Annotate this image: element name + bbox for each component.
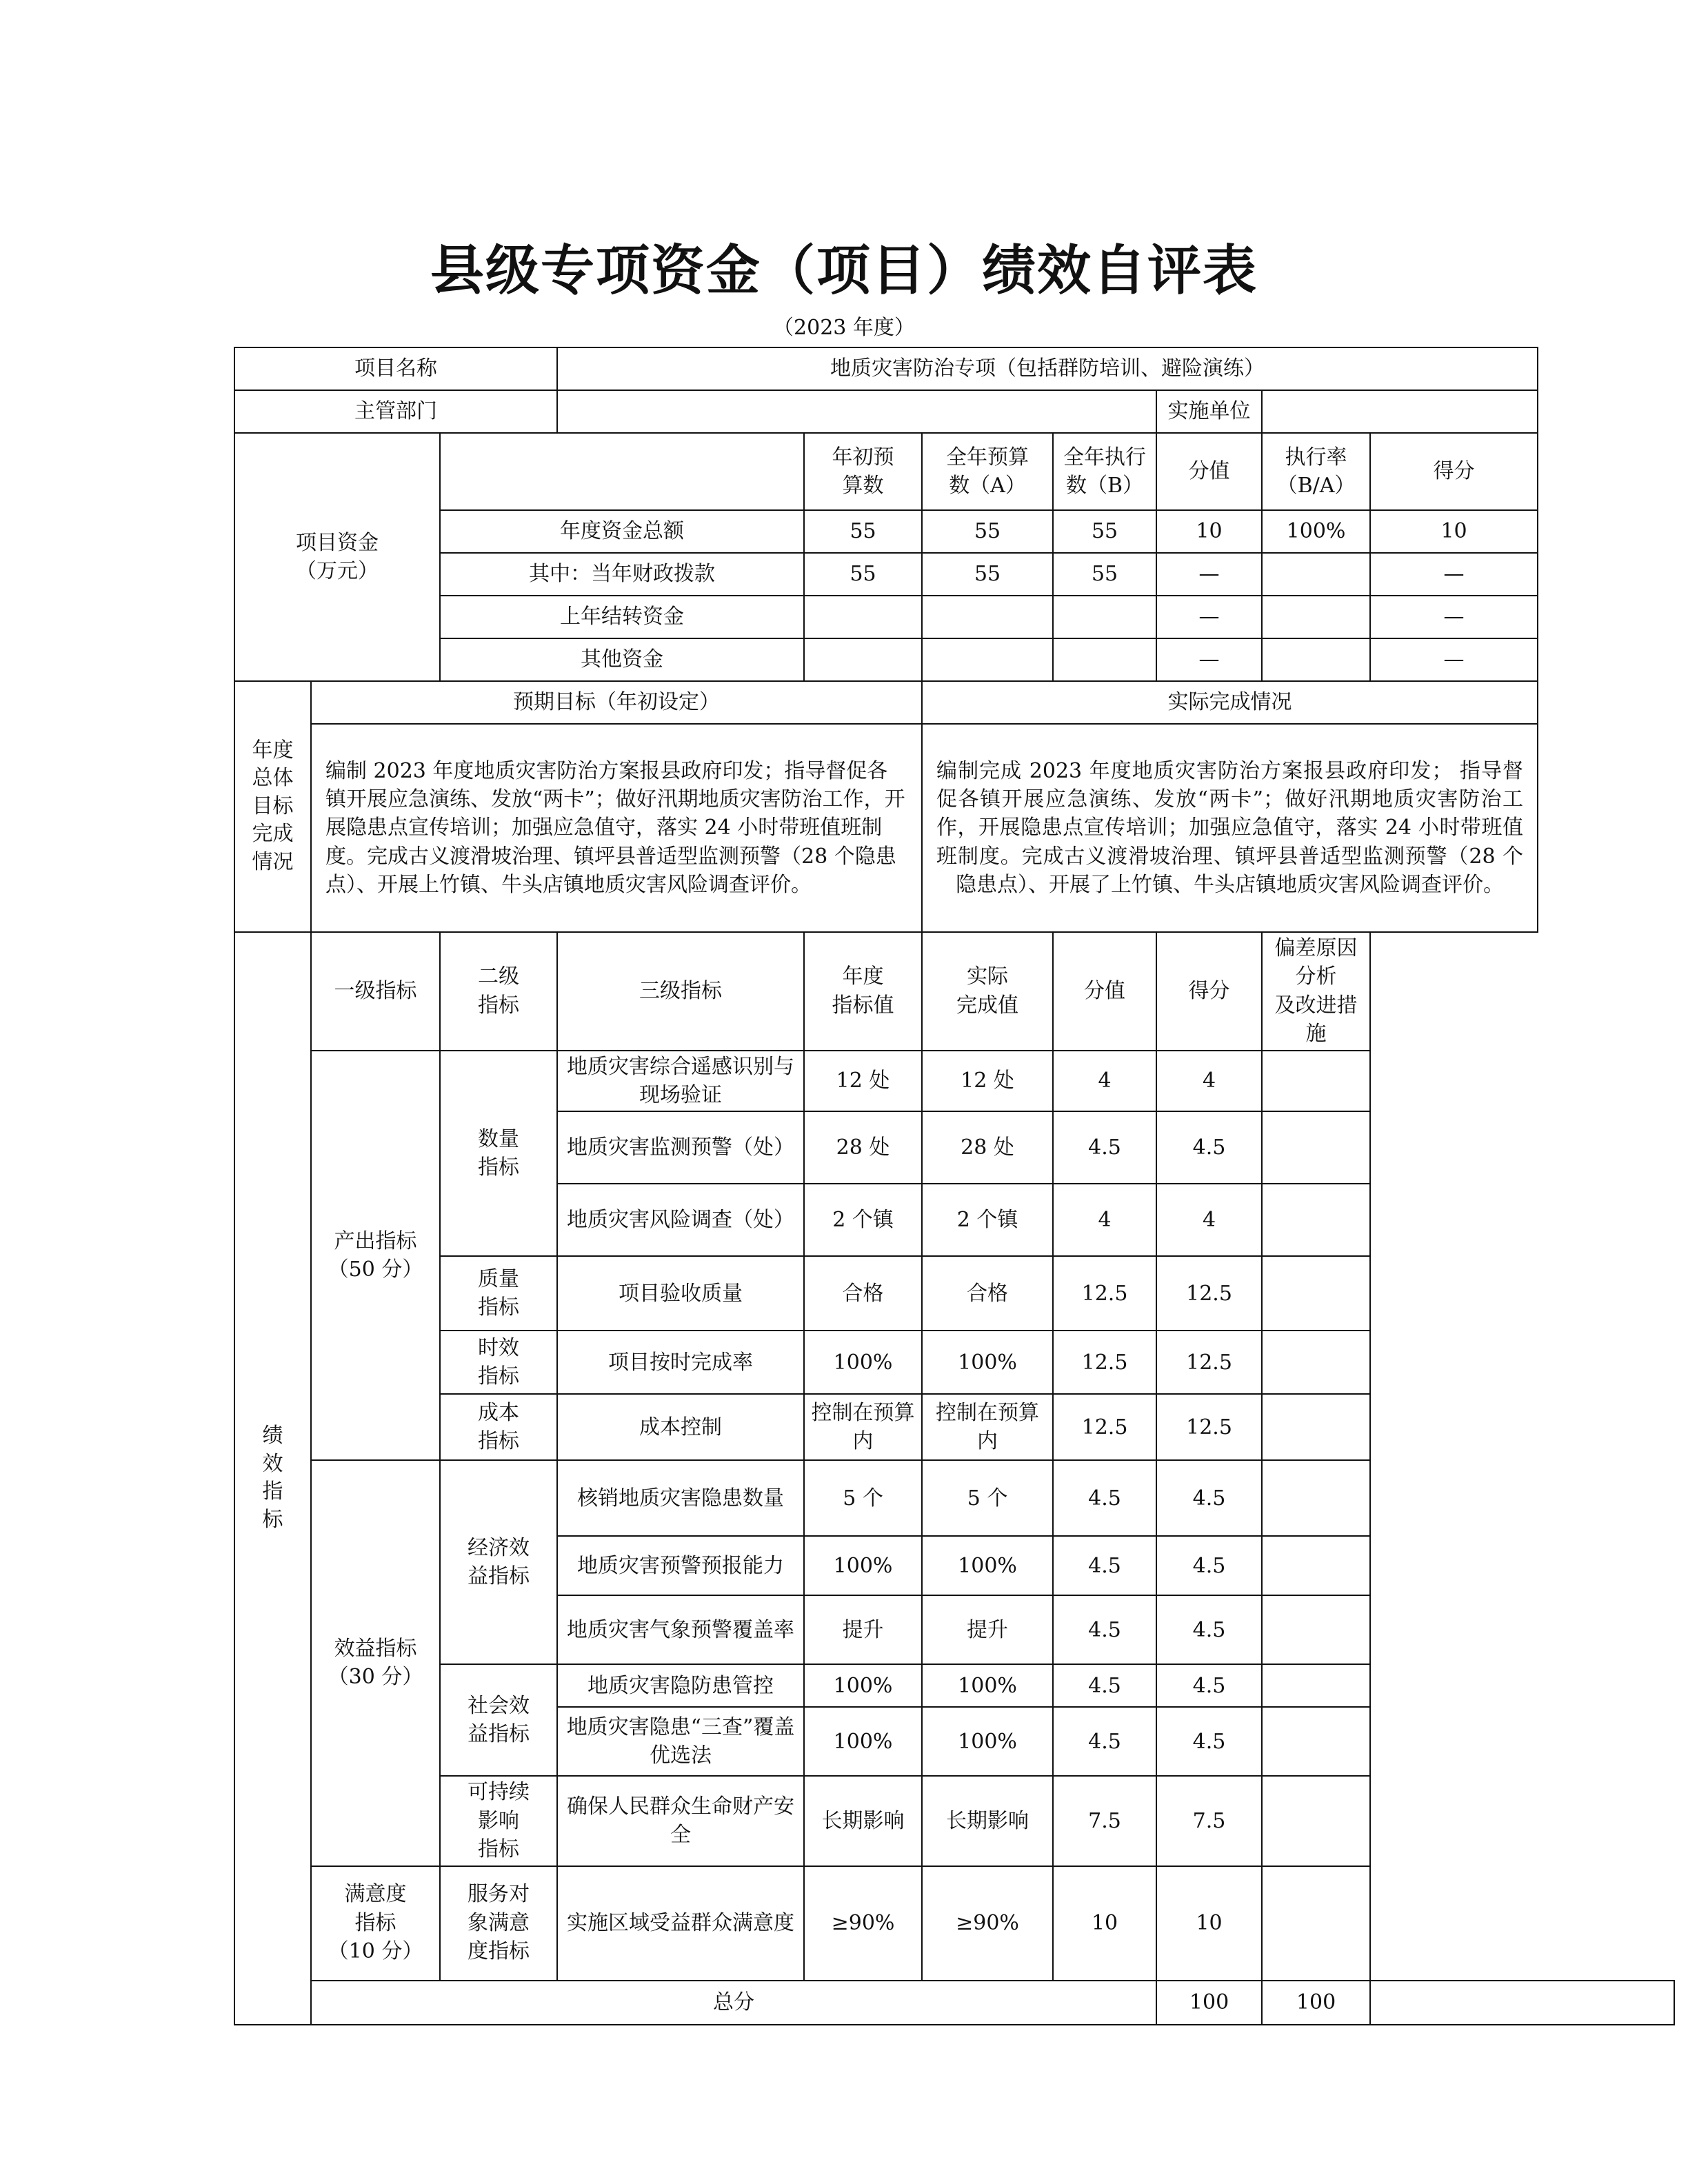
dept-value (557, 390, 1156, 433)
indicator-value: 7.5 (1053, 1776, 1156, 1866)
indicator-actual: 长期影响 (922, 1776, 1053, 1866)
funds-row-initial: 55 (804, 510, 922, 553)
indicator-target: 12 处 (804, 1051, 922, 1112)
header-note: 偏差原因分析 及改进措施 (1262, 932, 1370, 1051)
indicator-value: 4 (1053, 1184, 1156, 1256)
indicator-value: 12.5 (1053, 1394, 1156, 1460)
output-label: 产出指标 （50 分） (311, 1051, 440, 1461)
funds-header-blank (440, 433, 804, 510)
indicator-actual: 5 个 (922, 1460, 1053, 1536)
unit-label: 实施单位 (1156, 390, 1262, 433)
indicator-note (1262, 1664, 1370, 1707)
project-name-label: 项目名称 (234, 347, 557, 390)
indicator-name: 地质灾害监测预警（处） (557, 1111, 804, 1184)
economic-label: 经济效 益指标 (440, 1460, 557, 1664)
indicator-target: 2 个镇 (804, 1184, 922, 1256)
indicator-target: 28 处 (804, 1111, 922, 1184)
indicator-value: 4.5 (1053, 1707, 1156, 1776)
indicator-score: 4.5 (1156, 1536, 1262, 1595)
indicator-note (1262, 1111, 1370, 1184)
indicator-name: 核销地质灾害隐患数量 (557, 1460, 804, 1536)
funds-header-score-value: 分值 (1156, 433, 1262, 510)
indicator-actual: 12 处 (922, 1051, 1053, 1112)
funds-row-score: — (1370, 596, 1538, 638)
cost-label: 成本 指标 (440, 1394, 557, 1460)
indicator-value: 4.5 (1053, 1111, 1156, 1184)
indicator-name: 项目验收质量 (557, 1256, 804, 1331)
indicator-value: 4.5 (1053, 1595, 1156, 1664)
header-score: 得分 (1156, 932, 1262, 1051)
indicator-actual: 2 个镇 (922, 1184, 1053, 1256)
indicator-score: 4.5 (1156, 1460, 1262, 1536)
funds-row-initial (804, 638, 922, 681)
indicator-value: 4.5 (1053, 1460, 1156, 1536)
funds-row-score: 10 (1370, 510, 1538, 553)
indicator-note (1262, 1595, 1370, 1664)
goals-label: 年度 总体 目标 完成 情况 (234, 681, 311, 932)
indicator-score: 4 (1156, 1051, 1262, 1112)
indicator-name: 项目按时完成率 (557, 1331, 804, 1394)
funds-row-initial (804, 596, 922, 638)
indicator-score: 7.5 (1156, 1776, 1262, 1866)
indicator-actual: 28 处 (922, 1111, 1053, 1184)
indicator-note (1262, 1256, 1370, 1331)
indicator-name: 地质灾害综合遥感识别与现场验证 (557, 1051, 804, 1112)
dept-label: 主管部门 (234, 390, 557, 433)
funds-row-rate (1262, 553, 1370, 596)
funds-row-executed (1053, 638, 1156, 681)
funds-row-executed (1053, 596, 1156, 638)
indicator-actual: 合格 (922, 1256, 1053, 1331)
indicator-score: 12.5 (1156, 1331, 1262, 1394)
form-year: （2023 年度） (773, 316, 915, 340)
funds-row-label: 其中：当年财政拨款 (440, 553, 804, 596)
benefit-label: 效益指标 （30 分） (311, 1460, 440, 1866)
form-title: 县级专项资金（项目）绩效自评表 (430, 240, 1258, 302)
funds-row-score-value: — (1156, 638, 1262, 681)
indicator-note (1262, 1776, 1370, 1866)
timeliness-label: 时效 指标 (440, 1331, 557, 1394)
indicator-name: 成本控制 (557, 1394, 804, 1460)
indicator-value: 12.5 (1053, 1256, 1156, 1331)
indicator-score: 4.5 (1156, 1111, 1262, 1184)
funds-row-score-value: 10 (1156, 510, 1262, 553)
indicator-score: 4.5 (1156, 1707, 1262, 1776)
indicator-score: 4.5 (1156, 1595, 1262, 1664)
indicator-target: ≥90% (804, 1866, 922, 1981)
indicator-value: 4 (1053, 1051, 1156, 1112)
unit-value (1262, 390, 1538, 433)
total-score: 100 (1262, 1981, 1370, 2025)
indicator-score: 12.5 (1156, 1256, 1262, 1331)
funds-row-label: 其他资金 (440, 638, 804, 681)
funds-header-executed: 全年执行 数（B） (1053, 433, 1156, 510)
goals-actual-header: 实际完成情况 (922, 681, 1538, 724)
funds-row-score: — (1370, 638, 1538, 681)
indicator-value: 12.5 (1053, 1331, 1156, 1394)
funds-row-rate (1262, 638, 1370, 681)
indicator-actual: 提升 (922, 1595, 1053, 1664)
goals-actual-text: 编制完成 2023 年度地质灾害防治方案报县政府印发； 指导督促各镇开展应急演练、发放“两卡”；做好汛期地质灾害防治工作，开展隐患点宣传培训；加强应急值守，落实 24 小时带班值班制度。完成古义渡滑坡治理、镇坪县普适型监测预警（28 个隐患点）、开展了上竹镇、牛头店镇地质灾害风险调查评价。 (922, 724, 1538, 932)
indicator-value: 4.5 (1053, 1536, 1156, 1595)
project-name-value: 地质灾害防治专项（包括群防培训、避险演练） (557, 347, 1538, 390)
funds-row-executed: 55 (1053, 510, 1156, 553)
funds-row-score: — (1370, 553, 1538, 596)
goals-expected-text: 编制 2023 年度地质灾害防治方案报县政府印发；指导督促各镇开展应急演练、发放“两卡”；做好汛期地质灾害防治工作，开展隐患点宣传培训；加强应急值守，落实 24 小时带班值班制度。完成古义渡滑坡治理、镇坪县普适型监测预警（28 个隐患点）、开展上竹镇、牛头店镇地质灾害风险调查评价。 (311, 724, 922, 932)
indicator-name: 地质灾害隐防患管控 (557, 1664, 804, 1707)
indicator-name: 地质灾害气象预警覆盖率 (557, 1595, 804, 1664)
header-level2: 二级 指标 (440, 932, 557, 1051)
sustain-label: 可持续 影响 指标 (440, 1776, 557, 1866)
quantity-label: 数量 指标 (440, 1051, 557, 1257)
indicator-score: 10 (1156, 1866, 1262, 1981)
funds-row-score-value: — (1156, 596, 1262, 638)
indicator-actual: 100% (922, 1707, 1053, 1776)
funds-row-rate: 100% (1262, 510, 1370, 553)
funds-row-budget (922, 596, 1053, 638)
indicator-name: 地质灾害预警预报能力 (557, 1536, 804, 1595)
indicator-note (1262, 1866, 1370, 1981)
goals-expected-header: 预期目标（年初设定） (311, 681, 922, 724)
indicator-value: 4.5 (1053, 1664, 1156, 1707)
indicator-note (1262, 1536, 1370, 1595)
funds-row-initial: 55 (804, 553, 922, 596)
indicator-name: 地质灾害隐患“三查”覆盖优选法 (557, 1707, 804, 1776)
indicator-note (1262, 1051, 1370, 1112)
indicator-actual: 控制在预算内 (922, 1394, 1053, 1460)
quality-label: 质量 指标 (440, 1256, 557, 1331)
indicator-target: 合格 (804, 1256, 922, 1331)
social-label: 社会效 益指标 (440, 1664, 557, 1776)
header-actual: 实际 完成值 (922, 932, 1053, 1051)
funds-label: 项目资金 （万元） (234, 433, 440, 681)
indicator-name: 实施区域受益群众满意度 (557, 1866, 804, 1981)
funds-row-label: 上年结转资金 (440, 596, 804, 638)
indicator-value: 10 (1053, 1866, 1156, 1981)
header-target: 年度 指标值 (804, 932, 922, 1051)
indicator-note (1262, 1707, 1370, 1776)
funds-row-budget: 55 (922, 510, 1053, 553)
funds-row-executed: 55 (1053, 553, 1156, 596)
header-level1: 一级指标 (311, 932, 440, 1051)
indicator-note (1262, 1394, 1370, 1460)
indicator-name: 地质灾害风险调查（处） (557, 1184, 804, 1256)
indicator-target: 控制在预算内 (804, 1394, 922, 1460)
funds-row-rate (1262, 596, 1370, 638)
indicator-actual: 100% (922, 1664, 1053, 1707)
funds-row-score-value: — (1156, 553, 1262, 596)
header-value: 分值 (1053, 932, 1156, 1051)
indicator-score: 12.5 (1156, 1394, 1262, 1460)
header-level3: 三级指标 (557, 932, 804, 1051)
funds-row-budget (922, 638, 1053, 681)
indicators-label: 绩 效 指 标 (234, 932, 311, 2025)
indicator-score: 4 (1156, 1184, 1262, 1256)
total-note (1370, 1981, 1674, 2025)
performance-table (234, 347, 1675, 2025)
indicator-target: 100% (804, 1707, 922, 1776)
funds-row-label: 年度资金总额 (440, 510, 804, 553)
indicator-target: 提升 (804, 1595, 922, 1664)
satisfaction-sub-label: 服务对 象满意 度指标 (440, 1866, 557, 1981)
indicator-note (1262, 1331, 1370, 1394)
indicator-note (1262, 1184, 1370, 1256)
funds-row-budget: 55 (922, 553, 1053, 596)
indicator-actual: 100% (922, 1331, 1053, 1394)
indicator-actual: ≥90% (922, 1866, 1053, 1981)
satisfaction-label: 满意度 指标 （10 分） (311, 1866, 440, 1981)
indicator-target: 100% (804, 1331, 922, 1394)
indicator-name: 确保人民群众生命财产安全 (557, 1776, 804, 1866)
total-label: 总分 (311, 1981, 1156, 2025)
funds-header-rate: 执行率 （B/A） (1262, 433, 1370, 510)
indicator-note (1262, 1460, 1370, 1536)
indicator-score: 4.5 (1156, 1664, 1262, 1707)
indicator-target: 100% (804, 1664, 922, 1707)
indicator-target: 100% (804, 1536, 922, 1595)
funds-header-score: 得分 (1370, 433, 1538, 510)
funds-header-initial: 年初预 算数 (804, 433, 922, 510)
indicator-target: 5 个 (804, 1460, 922, 1536)
indicator-actual: 100% (922, 1536, 1053, 1595)
funds-header-budget: 全年预算 数（A） (922, 433, 1053, 510)
total-value: 100 (1156, 1981, 1262, 2025)
indicator-target: 长期影响 (804, 1776, 922, 1866)
